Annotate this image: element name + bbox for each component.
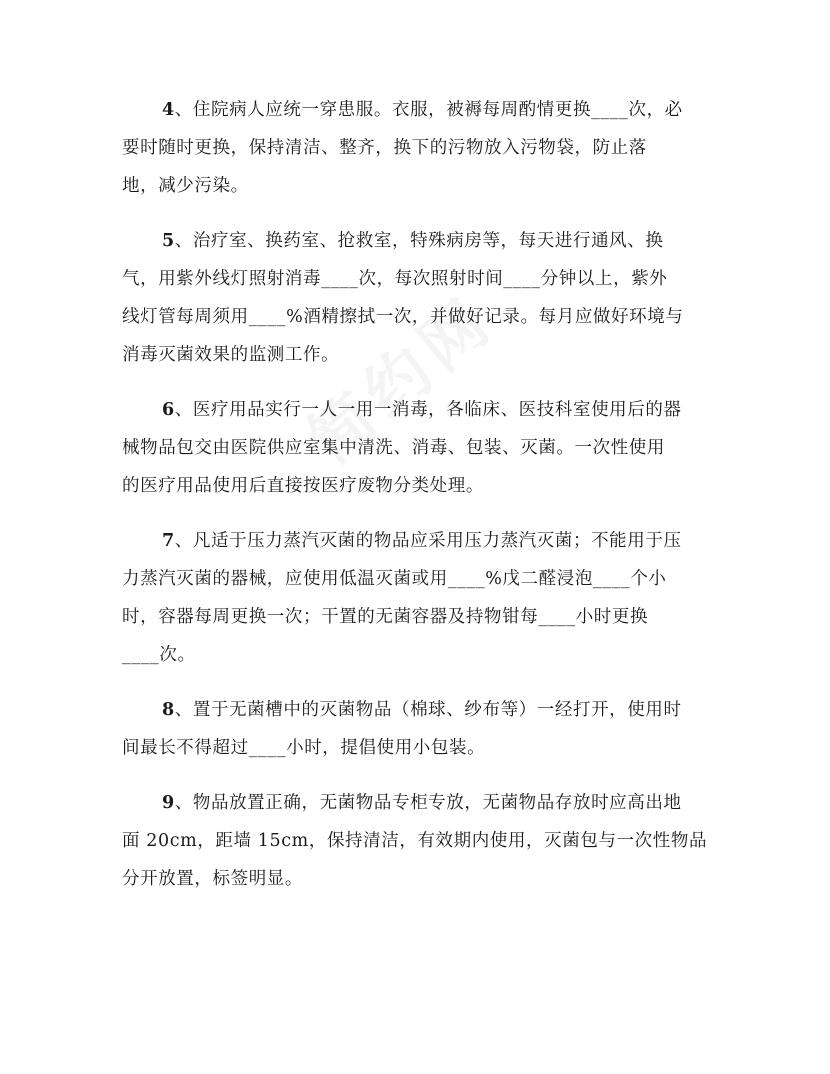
paragraph-number: 8 xyxy=(162,700,175,720)
paragraph-line: 、物品放置正确，无菌物品专柜专放，无菌物品存放时应高出地 xyxy=(174,793,682,813)
paragraph-9 xyxy=(122,784,712,898)
paragraph-4 xyxy=(122,91,712,205)
paragraph-number: 7 xyxy=(162,531,175,551)
paragraph-line: 要时随时更换，保持清洁、整齐，换下的污物放入污物袋，防止落 xyxy=(122,138,647,158)
paragraph-line: 分开放置，标签明显。 xyxy=(122,869,303,889)
paragraph-line: 地，减少污染。 xyxy=(122,176,249,196)
paragraph-line: 械物品包交由医院供应室集中清洗、消毒、包装、灭菌。一次性使用 xyxy=(122,438,665,458)
paragraph-6 xyxy=(122,391,712,505)
paragraph-5 xyxy=(122,222,712,374)
paragraph-line: ____次。 xyxy=(122,645,196,665)
paragraph-line: 、治疗室、换药室、抢救室，特殊病房等，每天进行通风、换 xyxy=(174,231,664,251)
paragraph-number: 5 xyxy=(162,231,175,251)
paragraph-line: 的医疗用品使用后直接按医疗废物分类处理。 xyxy=(122,476,484,496)
paragraph-8 xyxy=(122,691,712,767)
document-body xyxy=(122,91,712,915)
paragraph-line: 面 20cm，距墙 15cm，保持清洁，有效期内使用，灭菌包与一次性物品 xyxy=(122,831,708,851)
paragraph-7 xyxy=(122,522,712,674)
paragraph-number: 6 xyxy=(162,400,175,420)
paragraph-line: 、医疗用品实行一人一用一消毒，各临床、医技科室使用后的器 xyxy=(174,400,682,420)
paragraph-line: 线灯管每周须用____%酒精擦拭一次，并做好记录。每月应做好环境与 xyxy=(122,307,684,327)
paragraph-line: 力蒸汽灭菌的器械，应使用低温灭菌或用____%戊二醛浸泡____个小 xyxy=(122,569,667,589)
paragraph-line: 消毒灭菌效果的监测工作。 xyxy=(122,345,340,365)
paragraph-line: 时，容器每周更换一次；干置的无菌容器及持物钳每____小时更换 xyxy=(122,607,649,627)
paragraph-number: 4 xyxy=(162,100,175,120)
paragraph-line: 、凡适于压力蒸汽灭菌的物品应采用压力蒸汽灭菌；不能用于压 xyxy=(174,531,682,551)
paragraph-line: 、置于无菌槽中的灭菌物品（棉球、纱布等）一经打开，使用时 xyxy=(174,700,682,720)
paragraph-line: 间最长不得超过____小时，提倡使用小包装。 xyxy=(122,738,486,758)
paragraph-line: 气，用紫外线灯照射消毒____次，每次照射时间____分钟以上，紫外 xyxy=(122,269,668,289)
paragraph-line: 、住院病人应统一穿患服。衣服，被褥每周酌情更换____次，必 xyxy=(174,100,683,120)
paragraph-number: 9 xyxy=(162,793,175,813)
